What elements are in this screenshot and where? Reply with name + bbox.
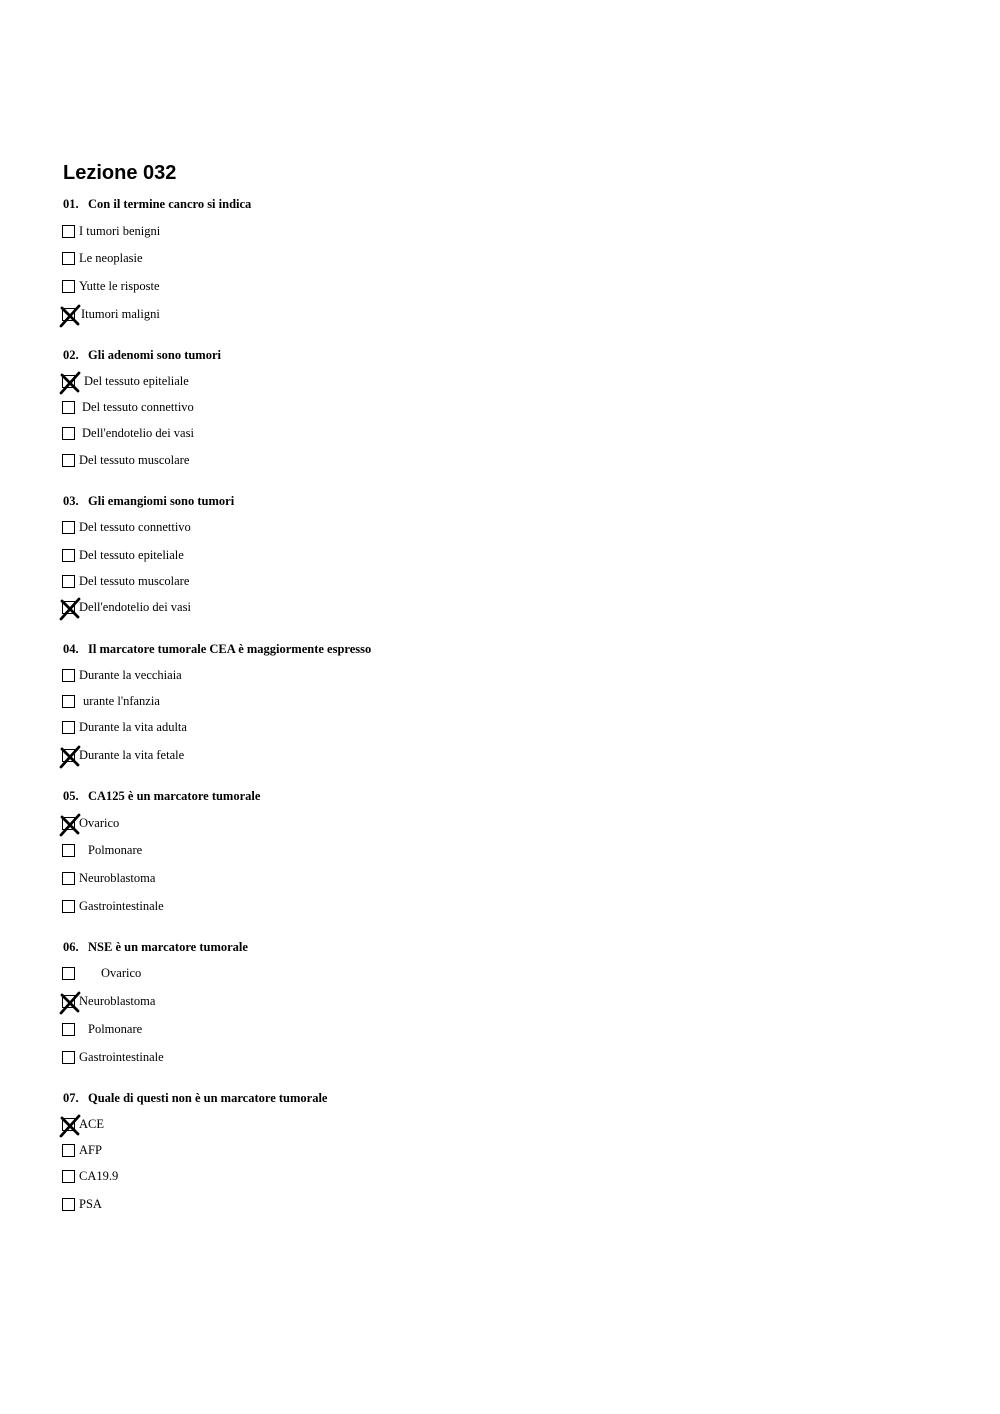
answer-option-label: Ovarico	[101, 966, 142, 980]
question-4	[63, 641, 371, 657]
question-text: CA125 è un marcatore tumorale	[88, 789, 261, 803]
answer-option-label: Durante la vita adulta	[79, 720, 187, 734]
answer-option[interactable]	[62, 546, 184, 564]
answer-option-label: Gastrointestinale	[79, 899, 164, 913]
answer-option-label: Neuroblastoma	[79, 994, 156, 1008]
question-6	[63, 939, 248, 955]
answer-option[interactable]	[62, 424, 194, 442]
answer-option[interactable]	[62, 841, 142, 859]
page-title: Lezione 032	[63, 162, 177, 184]
question-number: 04.	[63, 642, 79, 656]
answer-option-label: Yutte le risposte	[79, 279, 160, 293]
answer-option-label: Dell'endotelio dei vasi	[79, 600, 191, 614]
answer-checkbox[interactable]	[62, 252, 75, 265]
answer-option-label: Del tessuto epiteliale	[79, 548, 184, 562]
answer-option-label: Neuroblastoma	[79, 871, 156, 885]
answer-checkbox[interactable]	[62, 401, 75, 414]
question-1	[63, 196, 251, 212]
x-mark-icon	[58, 596, 82, 622]
x-mark-icon	[58, 370, 82, 396]
answer-option-label: PSA	[79, 1197, 102, 1211]
answer-option[interactable]	[62, 598, 191, 616]
answer-checkbox[interactable]	[62, 521, 75, 534]
answer-option[interactable]	[62, 992, 155, 1010]
answer-option[interactable]	[62, 814, 119, 832]
answer-checkbox[interactable]	[62, 1023, 75, 1036]
answer-option-label: Le neoplasie	[79, 251, 143, 265]
answer-checkbox[interactable]	[62, 1144, 75, 1157]
answer-checkbox-checked[interactable]	[62, 601, 75, 614]
answer-checkbox[interactable]	[62, 1051, 75, 1064]
answer-option-label: Del tessuto epiteliale	[84, 374, 189, 388]
answer-option[interactable]	[62, 692, 160, 710]
answer-checkbox[interactable]	[62, 872, 75, 885]
answer-option[interactable]	[62, 897, 164, 915]
question-number: 05.	[63, 789, 79, 803]
question-3	[63, 493, 234, 509]
answer-checkbox-checked[interactable]	[62, 308, 75, 321]
answer-checkbox[interactable]	[62, 721, 75, 734]
answer-checkbox[interactable]	[62, 695, 75, 708]
answer-option[interactable]	[62, 666, 182, 684]
answer-option[interactable]	[62, 249, 143, 267]
question-2	[63, 347, 221, 363]
answer-option[interactable]	[62, 305, 160, 323]
answer-option-label: Dell'endotelio dei vasi	[82, 426, 194, 440]
answer-option-label: Del tessuto connettivo	[82, 400, 194, 414]
answer-checkbox[interactable]	[62, 844, 75, 857]
answer-option-label: I tumori benigni	[79, 224, 161, 238]
answer-checkbox[interactable]	[62, 454, 75, 467]
answer-option-label: Polmonare	[88, 1022, 143, 1036]
question-number: 03.	[63, 494, 79, 508]
question-text: NSE è un marcatore tumorale	[88, 940, 248, 954]
question-number: 01.	[63, 197, 79, 211]
answer-checkbox[interactable]	[62, 669, 75, 682]
question-text: Con il termine cancro si indica	[88, 197, 252, 211]
answer-checkbox-checked[interactable]	[62, 817, 75, 830]
x-mark-icon	[58, 1113, 82, 1139]
answer-checkbox-checked[interactable]	[62, 1118, 75, 1131]
question-number: 02.	[63, 348, 79, 362]
answer-option[interactable]	[62, 398, 194, 416]
answer-option-label: Durante la vecchiaia	[79, 668, 182, 682]
answer-option[interactable]	[62, 372, 189, 390]
answer-option[interactable]	[62, 572, 189, 590]
answer-checkbox[interactable]	[62, 549, 75, 562]
answer-checkbox-checked[interactable]	[62, 375, 75, 388]
answer-option-label: Gastrointestinale	[79, 1050, 164, 1064]
answer-option-label: CA19.9	[79, 1169, 119, 1183]
x-mark-icon	[58, 812, 82, 838]
answer-option[interactable]	[62, 1020, 142, 1038]
answer-checkbox[interactable]	[62, 427, 75, 440]
answer-option-label: ACE	[79, 1117, 104, 1131]
answer-option-label: Del tessuto connettivo	[79, 520, 191, 534]
answer-option-label: Polmonare	[88, 843, 143, 857]
x-mark-icon	[58, 990, 82, 1016]
answer-checkbox-checked[interactable]	[62, 749, 75, 762]
x-mark-icon	[58, 744, 82, 770]
answer-checkbox[interactable]	[62, 967, 75, 980]
question-7	[63, 1090, 327, 1106]
answer-option-label: Ovarico	[79, 816, 120, 830]
answer-option[interactable]	[62, 518, 191, 536]
answer-checkbox[interactable]	[62, 280, 75, 293]
question-5	[63, 788, 260, 804]
answer-option[interactable]	[62, 1115, 104, 1133]
answer-checkbox[interactable]	[62, 1170, 75, 1183]
answer-option[interactable]	[62, 277, 160, 295]
answer-option[interactable]	[62, 964, 141, 982]
answer-option[interactable]	[62, 1195, 102, 1213]
answer-checkbox[interactable]	[62, 225, 75, 238]
question-text: Gli emangiomi sono tumori	[88, 494, 235, 508]
answer-checkbox[interactable]	[62, 1198, 75, 1211]
answer-option[interactable]	[62, 746, 184, 764]
question-text: Il marcatore tumorale CEA è maggiormente espresso	[88, 642, 372, 656]
answer-checkbox[interactable]	[62, 900, 75, 913]
question-text: Gli adenomi sono tumori	[88, 348, 221, 362]
question-text: Quale di questi non è un marcatore tumorale	[88, 1091, 328, 1105]
answer-option[interactable]	[62, 869, 155, 887]
answer-option[interactable]	[62, 1167, 118, 1185]
answer-option-label: Del tessuto muscolare	[79, 574, 190, 588]
answer-option-label: urante l'nfanzia	[83, 694, 160, 708]
question-number: 06.	[63, 940, 79, 954]
answer-checkbox-checked[interactable]	[62, 995, 75, 1008]
answer-option[interactable]	[62, 718, 187, 736]
answer-option-label: Del tessuto muscolare	[79, 453, 190, 467]
answer-option[interactable]	[62, 1141, 102, 1159]
answer-option[interactable]	[62, 222, 160, 240]
question-number: 07.	[63, 1091, 79, 1105]
answer-option[interactable]	[62, 451, 189, 469]
answer-option-label: AFP	[79, 1143, 102, 1157]
answer-option-label: Durante la vita fetale	[79, 748, 185, 762]
x-mark-icon	[58, 303, 82, 329]
answer-option-label: Itumori maligni	[81, 307, 160, 321]
answer-option[interactable]	[62, 1048, 164, 1066]
answer-checkbox[interactable]	[62, 575, 75, 588]
